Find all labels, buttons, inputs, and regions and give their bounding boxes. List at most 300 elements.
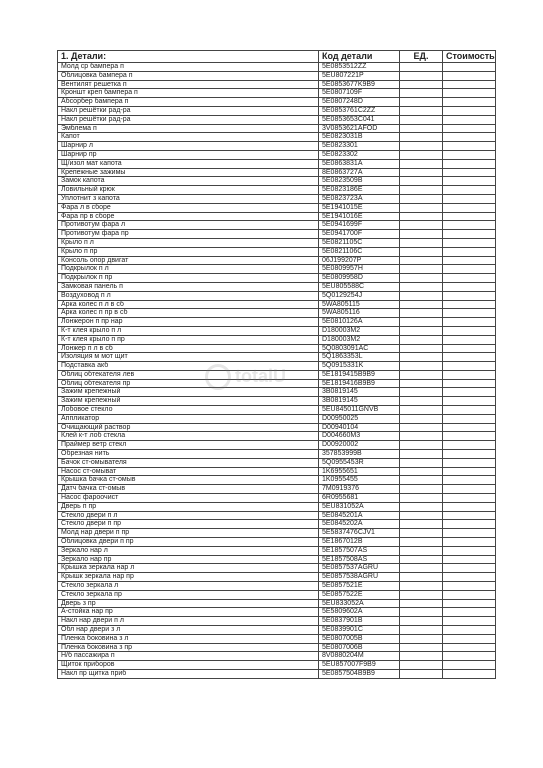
table-row [58, 414, 496, 423]
table-row [58, 590, 496, 599]
part-name-cell: Капот [58, 133, 319, 142]
table-row [58, 529, 496, 538]
table-row [58, 265, 496, 274]
part-name-cell: Насос ст-омыват [58, 467, 319, 476]
cost-cell [443, 634, 496, 643]
part-name-cell: Насос фароочист [58, 494, 319, 503]
unit-cell [400, 617, 443, 626]
part-code-cell: 5E0857538AGRU [319, 573, 400, 582]
unit-cell [400, 142, 443, 151]
part-name-cell: Крепежные зажимы [58, 168, 319, 177]
table-header-row [58, 51, 496, 63]
part-code-cell: 5E0823301 [319, 142, 400, 151]
table-row [58, 203, 496, 212]
unit-cell [400, 353, 443, 362]
cost-cell [443, 335, 496, 344]
table-row [58, 643, 496, 652]
unit-cell [400, 256, 443, 265]
unit-cell [400, 230, 443, 239]
part-code-cell: 5E0807109F [319, 89, 400, 98]
unit-cell [400, 546, 443, 555]
part-code-cell: 5E0823723A [319, 194, 400, 203]
part-code-cell: 5E0837901B [319, 617, 400, 626]
unit-cell [400, 476, 443, 485]
cost-cell [443, 582, 496, 591]
cost-cell [443, 511, 496, 520]
part-name-cell: Фара л в сборе [58, 203, 319, 212]
table-row [58, 546, 496, 555]
part-code-cell: 5E1857508AS [319, 555, 400, 564]
part-name-cell: Фара пр в сборе [58, 212, 319, 221]
unit-cell [400, 203, 443, 212]
table-row [58, 626, 496, 635]
part-code-cell: 5E0845202A [319, 520, 400, 529]
part-code-cell: 5E0823031B [319, 133, 400, 142]
part-code-cell: D004660M3 [319, 432, 400, 441]
table-row [58, 142, 496, 151]
part-name-cell: Праймер ветр стекл [58, 441, 319, 450]
unit-cell [400, 80, 443, 89]
part-code-cell: 5E1867012B [319, 538, 400, 547]
cost-cell [443, 115, 496, 124]
part-name-cell: Воздуховод п л [58, 291, 319, 300]
cost-cell [443, 291, 496, 300]
part-code-cell: 357853999B [319, 450, 400, 459]
part-code-cell: 5E0941699F [319, 221, 400, 230]
part-code-cell: 5E0857504B9B9 [319, 669, 400, 678]
cost-cell [443, 406, 496, 415]
table-row [58, 669, 496, 678]
part-name-cell: Лонжерон п пр нар [58, 318, 319, 327]
part-name-cell: Облиц обтекателя лев [58, 370, 319, 379]
table-row [58, 247, 496, 256]
part-code-cell: 5EU831052A [319, 502, 400, 511]
part-name-cell: Кроншт креп бампера п [58, 89, 319, 98]
unit-cell [400, 265, 443, 274]
part-code-cell: 5Q0803091AC [319, 344, 400, 353]
unit-cell [400, 282, 443, 291]
cost-cell [443, 159, 496, 168]
unit-cell [400, 661, 443, 670]
cost-cell [443, 230, 496, 239]
table-row [58, 177, 496, 186]
unit-cell [400, 397, 443, 406]
cost-cell [443, 432, 496, 441]
part-name-cell: Ловильный крюк [58, 186, 319, 195]
unit-cell [400, 159, 443, 168]
part-name-cell: Щ/изол мат капота [58, 159, 319, 168]
cost-cell [443, 617, 496, 626]
cost-cell [443, 441, 496, 450]
unit-cell [400, 318, 443, 327]
part-name-cell: Дверь з пр [58, 599, 319, 608]
cost-cell [443, 599, 496, 608]
part-name-cell: Арка колес п пр в сб [58, 309, 319, 318]
table-row [58, 318, 496, 327]
part-code-cell: 1K6955651 [319, 467, 400, 476]
unit-cell [400, 529, 443, 538]
cost-cell [443, 573, 496, 582]
unit-cell [400, 406, 443, 415]
table-row [58, 106, 496, 115]
unit-cell [400, 458, 443, 467]
part-name-cell: Абсорбер бампера п [58, 98, 319, 107]
part-code-cell: D00950025 [319, 414, 400, 423]
unit-cell [400, 643, 443, 652]
part-code-cell: 5E0839901C [319, 626, 400, 635]
part-name-cell: Крышка бачка ст-омыв [58, 476, 319, 485]
unit-cell [400, 194, 443, 203]
part-name-cell: Облицовка бампера п [58, 71, 319, 80]
part-code-cell: 7M0919376 [319, 485, 400, 494]
part-name-cell: К-т клея крыло п пр [58, 335, 319, 344]
cost-cell [443, 652, 496, 661]
table-row [58, 397, 496, 406]
part-name-cell: Обл нар двери з л [58, 626, 319, 635]
table-row [58, 520, 496, 529]
table-row [58, 511, 496, 520]
unit-cell [400, 652, 443, 661]
unit-cell [400, 221, 443, 230]
part-name-cell: Крышк зеркала нар пр [58, 573, 319, 582]
header-part-code: Код детали [319, 51, 400, 63]
part-name-cell: Шарнир пр [58, 150, 319, 159]
part-code-cell: 5E0823509B [319, 177, 400, 186]
table-row [58, 608, 496, 617]
unit-cell [400, 626, 443, 635]
table-row [58, 71, 496, 80]
table-row [58, 555, 496, 564]
unit-cell [400, 494, 443, 503]
table-row [58, 238, 496, 247]
cost-cell [443, 344, 496, 353]
cost-cell [443, 423, 496, 432]
unit-cell [400, 71, 443, 80]
part-name-cell: Клей к-т лоб стекла [58, 432, 319, 441]
unit-cell [400, 362, 443, 371]
part-code-cell: 1K0955455 [319, 476, 400, 485]
part-name-cell: Крыло п пр [58, 247, 319, 256]
unit-cell [400, 669, 443, 678]
table-row [58, 194, 496, 203]
part-code-cell: 5E5837476CJV1 [319, 529, 400, 538]
part-name-cell: Очищающий раствор [58, 423, 319, 432]
cost-cell [443, 177, 496, 186]
part-code-cell: 5EU807221P [319, 71, 400, 80]
part-name-cell: Шарнир л [58, 142, 319, 151]
table-row [58, 212, 496, 221]
watermark-text: totalU [235, 366, 286, 386]
unit-cell [400, 89, 443, 98]
table-row [58, 115, 496, 124]
unit-cell [400, 115, 443, 124]
cost-cell [443, 538, 496, 547]
table-row [58, 344, 496, 353]
header-unit: ЕД. [400, 51, 443, 63]
unit-cell [400, 590, 443, 599]
unit-cell [400, 634, 443, 643]
part-code-cell: 5EU833052A [319, 599, 400, 608]
cost-cell [443, 274, 496, 283]
unit-cell [400, 388, 443, 397]
cost-cell [443, 326, 496, 335]
unit-cell [400, 573, 443, 582]
part-name-cell: Датч бачка ст-омыв [58, 485, 319, 494]
unit-cell [400, 564, 443, 573]
unit-cell [400, 326, 443, 335]
unit-cell [400, 309, 443, 318]
table-row [58, 133, 496, 142]
part-name-cell: Противотум фара пр [58, 230, 319, 239]
cost-cell [443, 247, 496, 256]
table-row [58, 282, 496, 291]
table-row [58, 309, 496, 318]
unit-cell [400, 168, 443, 177]
part-code-cell: 5E0853677K9B9 [319, 80, 400, 89]
cost-cell [443, 520, 496, 529]
part-code-cell: 5WA805116 [319, 309, 400, 318]
unit-cell [400, 423, 443, 432]
part-code-cell: 6R0955681 [319, 494, 400, 503]
cost-cell [443, 546, 496, 555]
table-row [58, 335, 496, 344]
part-name-cell: Облиц обтекателя пр [58, 379, 319, 388]
table-row [58, 150, 496, 159]
part-name-cell: Противотум фара л [58, 221, 319, 230]
cost-cell [443, 485, 496, 494]
part-code-cell: 5E0809957H [319, 265, 400, 274]
part-name-cell: Эмблема п [58, 124, 319, 133]
part-code-cell: 5E0845201A [319, 511, 400, 520]
table-row [58, 432, 496, 441]
part-code-cell: 5EU845011GNVB [319, 406, 400, 415]
table-row [58, 502, 496, 511]
part-code-cell: 5E0810126A [319, 318, 400, 327]
part-name-cell: Стекло двери п л [58, 511, 319, 520]
part-code-cell: D180003M2 [319, 335, 400, 344]
cost-cell [443, 414, 496, 423]
table-row [58, 450, 496, 459]
unit-cell [400, 98, 443, 107]
cost-cell [443, 133, 496, 142]
table-row [58, 467, 496, 476]
part-name-cell: Бачок ст-омывателя [58, 458, 319, 467]
table-row [58, 406, 496, 415]
unit-cell [400, 335, 443, 344]
unit-cell [400, 291, 443, 300]
table-row [58, 124, 496, 133]
watermark [205, 362, 325, 392]
table-row [58, 159, 496, 168]
cost-cell [443, 221, 496, 230]
part-code-cell: 5E1941015E [319, 203, 400, 212]
cost-cell [443, 626, 496, 635]
cost-cell [443, 142, 496, 151]
table-row [58, 326, 496, 335]
part-name-cell: Н/б пассажира п [58, 652, 319, 661]
cost-cell [443, 458, 496, 467]
part-name-cell: Обрезная нить [58, 450, 319, 459]
table-row [58, 186, 496, 195]
part-code-cell: 5E0941700F [319, 230, 400, 239]
part-name-cell: К-т клея крыло п л [58, 326, 319, 335]
cost-cell [443, 643, 496, 652]
part-name-cell: Молд нар двери п пр [58, 529, 319, 538]
table-row [58, 652, 496, 661]
table-row [58, 458, 496, 467]
part-code-cell: 5E0853653C041 [319, 115, 400, 124]
table-row [58, 168, 496, 177]
cost-cell [443, 124, 496, 133]
part-code-cell: 5EU857007F9B9 [319, 661, 400, 670]
part-name-cell: А-стойка нар пр [58, 608, 319, 617]
unit-cell [400, 414, 443, 423]
unit-cell [400, 133, 443, 142]
unit-cell [400, 300, 443, 309]
unit-cell [400, 467, 443, 476]
cost-cell [443, 212, 496, 221]
part-name-cell: Накл нар двери п л [58, 617, 319, 626]
cost-cell [443, 265, 496, 274]
cost-cell [443, 150, 496, 159]
part-name-cell: Крышка зеркала нар л [58, 564, 319, 573]
cost-cell [443, 106, 496, 115]
table-row [58, 274, 496, 283]
unit-cell [400, 450, 443, 459]
part-name-cell: Пленка боковина з л [58, 634, 319, 643]
part-code-cell: 06J199207P [319, 256, 400, 265]
part-code-cell: 5E0853512ZZ [319, 63, 400, 72]
logo-ring-icon [205, 364, 231, 390]
part-code-cell: 5E0823302 [319, 150, 400, 159]
part-code-cell: 5Q0129254J [319, 291, 400, 300]
table-row [58, 599, 496, 608]
cost-cell [443, 370, 496, 379]
part-name-cell: Зажим крепежный [58, 388, 319, 397]
part-code-cell: 3B0819145 [319, 388, 400, 397]
unit-cell [400, 520, 443, 529]
part-code-cell: 8E0863727A [319, 168, 400, 177]
cost-cell [443, 397, 496, 406]
part-name-cell: Стекло зеркала пр [58, 590, 319, 599]
unit-cell [400, 441, 443, 450]
table-row [58, 634, 496, 643]
cost-cell [443, 564, 496, 573]
header-cost: Стоимость [443, 51, 496, 63]
table-row [58, 63, 496, 72]
cost-cell [443, 590, 496, 599]
part-code-cell: D180003M2 [319, 326, 400, 335]
unit-cell [400, 63, 443, 72]
cost-cell [443, 669, 496, 678]
table-row [58, 494, 496, 503]
cost-cell [443, 388, 496, 397]
part-name-cell: Вентилят решетка п [58, 80, 319, 89]
part-code-cell: 5E0807248D [319, 98, 400, 107]
unit-cell [400, 106, 443, 115]
part-code-cell: 5E5809602A [319, 608, 400, 617]
part-code-cell: D00940104 [319, 423, 400, 432]
unit-cell [400, 274, 443, 283]
cost-cell [443, 98, 496, 107]
cost-cell [443, 502, 496, 511]
part-code-cell: 5E0857537AGRU [319, 564, 400, 573]
cost-cell [443, 450, 496, 459]
cost-cell [443, 318, 496, 327]
table-row [58, 230, 496, 239]
part-name-cell: Накл решётки рад-ра [58, 115, 319, 124]
part-code-cell: 5E0807005B [319, 634, 400, 643]
table-row [58, 564, 496, 573]
cost-cell [443, 63, 496, 72]
part-code-cell: D00920002 [319, 441, 400, 450]
part-name-cell: Уплотнит з капота [58, 194, 319, 203]
table-row [58, 661, 496, 670]
cost-cell [443, 256, 496, 265]
part-code-cell: 5E0809958D [319, 274, 400, 283]
table-row [58, 423, 496, 432]
cost-cell [443, 529, 496, 538]
part-code-cell: 3V0853621AFOD [319, 124, 400, 133]
cost-cell [443, 168, 496, 177]
cost-cell [443, 300, 496, 309]
cost-cell [443, 238, 496, 247]
unit-cell [400, 212, 443, 221]
table-row [58, 353, 496, 362]
part-name-cell: Консоль опор двигат [58, 256, 319, 265]
part-name-cell: Лонжер п л в сб [58, 344, 319, 353]
cost-cell [443, 494, 496, 503]
cost-cell [443, 555, 496, 564]
unit-cell [400, 599, 443, 608]
cost-cell [443, 476, 496, 485]
part-code-cell: 5E0821105C [319, 238, 400, 247]
part-name-cell: Накл решётки рад-ра [58, 106, 319, 115]
part-code-cell: 5Q0955453R [319, 458, 400, 467]
part-code-cell: 5E0853761C2ZZ [319, 106, 400, 115]
part-code-cell: 5E1819415B9B9 [319, 370, 400, 379]
part-name-cell: Замок капота [58, 177, 319, 186]
part-name-cell: Замковая панель п [58, 282, 319, 291]
table-row [58, 80, 496, 89]
cost-cell [443, 203, 496, 212]
part-name-cell: Подкрылок п л [58, 265, 319, 274]
unit-cell [400, 538, 443, 547]
cost-cell [443, 309, 496, 318]
part-name-cell: Зажим крепежный [58, 397, 319, 406]
unit-cell [400, 582, 443, 591]
unit-cell [400, 370, 443, 379]
table-row [58, 300, 496, 309]
part-name-cell: Зеркало нар пр [58, 555, 319, 564]
unit-cell [400, 186, 443, 195]
cost-cell [443, 80, 496, 89]
cost-cell [443, 194, 496, 203]
part-name-cell: Изоляция м мот щит [58, 353, 319, 362]
part-code-cell: 5E0807006B [319, 643, 400, 652]
cost-cell [443, 608, 496, 617]
part-code-cell: 5E0821106C [319, 247, 400, 256]
unit-cell [400, 608, 443, 617]
table-row [58, 291, 496, 300]
table-row [58, 617, 496, 626]
part-name-cell: Дверь п пр [58, 502, 319, 511]
part-name-cell: Арка колес п л в сб [58, 300, 319, 309]
part-name-cell: Накл пр щитка приб [58, 669, 319, 678]
part-code-cell: 5E1819416B9B9 [319, 379, 400, 388]
table-row [58, 98, 496, 107]
table-row [58, 476, 496, 485]
